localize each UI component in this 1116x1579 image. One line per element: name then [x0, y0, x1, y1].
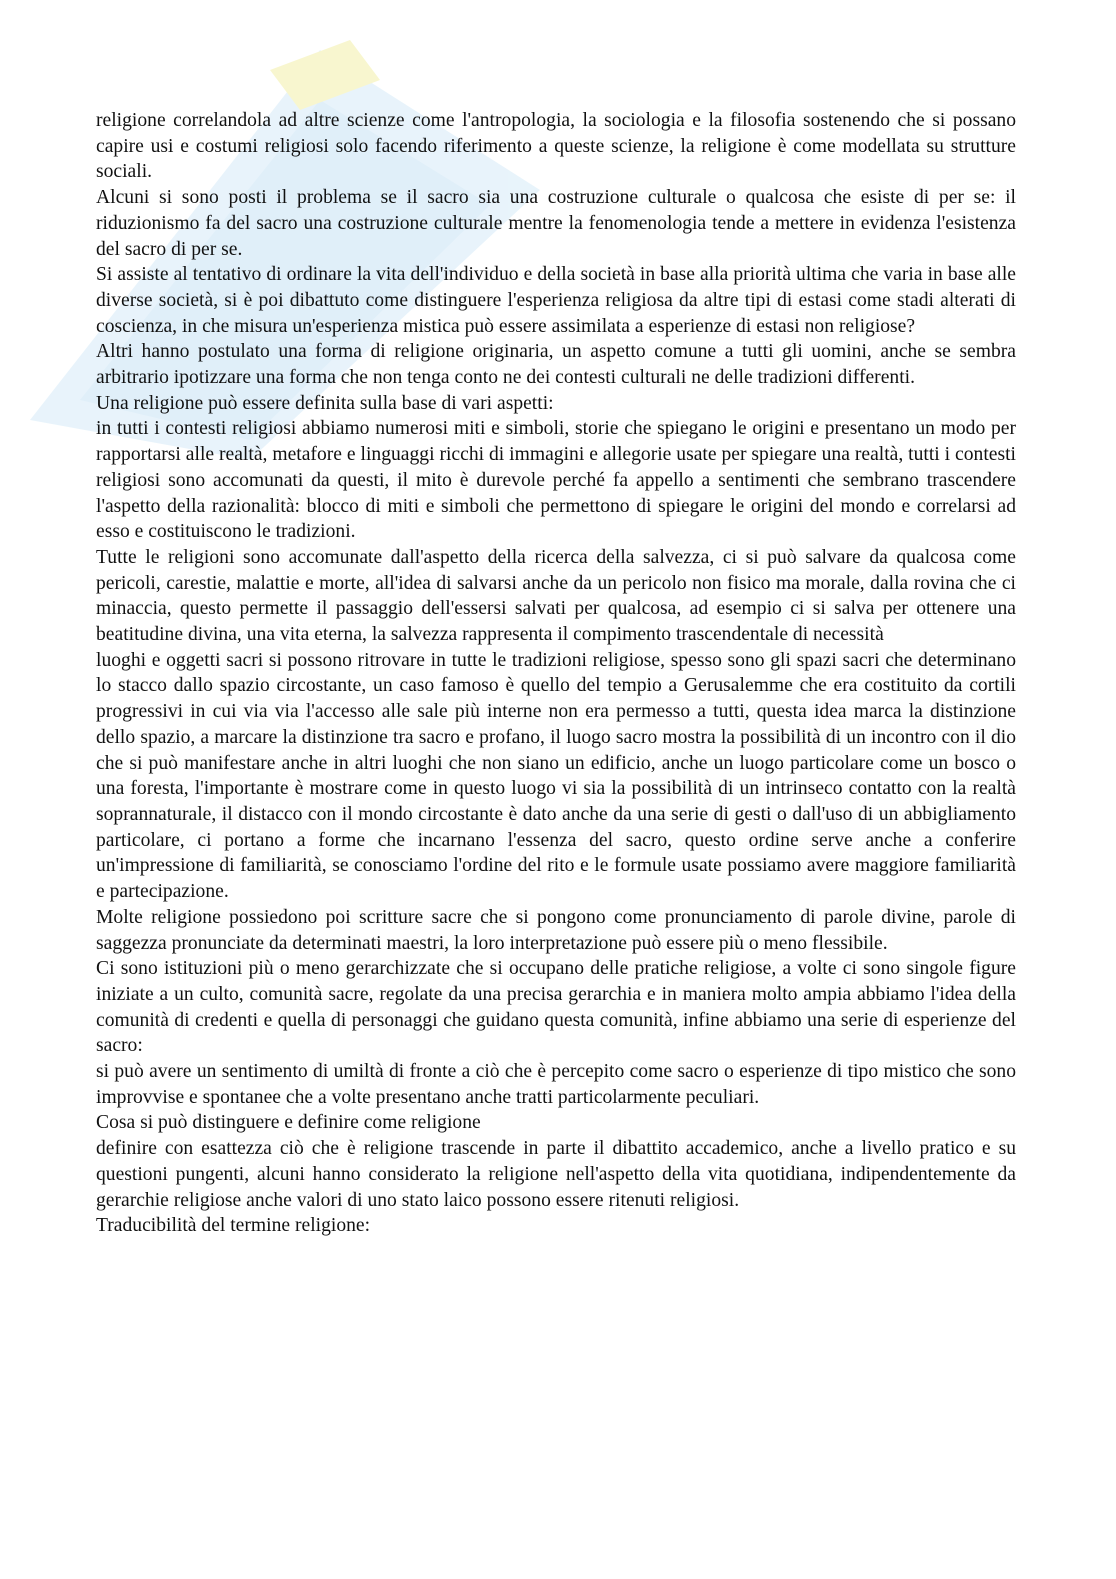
- paragraph: Molte religione possiedono poi scritture sacre che si pongono come pronunciamento di parole divine, parole di saggezza pronunciate da determinati maestri, la loro interpretazione può essere più o meno flessibile.: [96, 906, 1016, 954]
- paragraph: Una religione può essere definita sulla base di vari aspetti:: [96, 392, 554, 414]
- paragraph: si può avere un sentimento di umiltà di fronte a ciò che è percepito come sacro o esperienze di tipo mistico che sono improvvise e spontanee che a volte presentano anche tratti particolarmente peculiari.: [96, 1061, 1016, 1108]
- paragraph: luoghi e oggetti sacri si possono ritrovare in tutte le tradizioni religiose, spesso sono gli spazi sacri che determinano lo stacco dallo spazio circostante, un caso famoso è quello del tempio a Gerusalemme che era costituito da cortili progressivi in cui via via l'accesso alle sale più interne non era permesso a tutti, questa idea marca la distinzione dello spazio, a marcare la distinzione tra sacro e profano, il luogo sacro mostra la possibilità di un incontro con il dio che si può manifestare anche in altri luoghi che non siano un edificio, anche un luogo particolare come un bosco o una foresta, l'importante è mostrare come in questo luogo vi sia la possibilità di un intrinseco contatto con la realtà soprannaturale, il distacco con il mondo circostante è dato anche da una serie di gesti o dall'uso di un abbigliamento particolare, ci portano a forme che incarnano l'essenza del sacro, questo ordine serve anche a conferire un'impressione di familiarità, se conosciamo l'ordine del rito e le formule usate possiamo avere maggiore familiarità e partecipazione.: [96, 649, 1016, 903]
- paragraph: religione correlandola ad altre scienze come l'antropologia, la sociologia e la filosofia sostenendo che si possano capire usi e costumi religiosi solo facendo riferimento a queste scienze, la religione è come modellata su strutture sociali.: [96, 110, 1016, 183]
- paragraph: Altri hanno postulato una forma di religione originaria, un aspetto comune a tutti gli uomini, anche se sembra arbitrario ipotizzare una forma che non tenga conto ne dei contesti culturali ne delle tradizioni differenti.: [96, 341, 1016, 389]
- paragraph: Ci sono istituzioni più o meno gerarchizzate che si occupano delle pratiche religiose, a volte ci sono singole figure iniziate a un culto, comunità sacre, regolate da una precisa gerarchia e in maniera molto ampia abbiamo l'idea della comunità di credenti e quella di personaggi che guidano questa comunità, infine abbiamo una serie di esperienze del sacro:: [96, 958, 1016, 1057]
- document-body: [96, 108, 1016, 1239]
- paragraph: Alcuni si sono posti il problema se il sacro sia una costruzione culturale o qualcosa che esiste di per se: il riduzionismo fa del sacro una costruzione culturale mentre la fenomenologia tende a mettere in evidenza l'esistenza del sacro di per se.: [96, 187, 1016, 260]
- section-heading: Cosa si può distinguere e definire come religione: [96, 1112, 481, 1134]
- section-heading: Traducibilità del termine religione:: [96, 1215, 371, 1237]
- paragraph: definire con esattezza ciò che è religione trascende in parte il dibattito accademico, anche a livello pratico e su questioni pungenti, alcuni hanno considerato la religione nell'aspetto della vita quotidiana, indipendentemente da gerarchie religiose anche valori di uno stato laico possono essere ritenuti religiosi.: [96, 1138, 1016, 1211]
- paragraph: Tutte le religioni sono accomunate dall'aspetto della ricerca della salvezza, ci si può salvare da qualcosa come pericoli, carestie, malattie e morte, all'idea di salvarsi anche da un pericolo non fisico ma morale, dalla rovina che ci minaccia, questo permette il passaggio dell'essersi salvati per qualcosa, ad esempio ci si salva per ottenere una beatitudine divina, una vita eterna, la salvezza rappresenta il compimento trascendentale di necessità: [96, 546, 1016, 646]
- paragraph: in tutti i contesti religiosi abbiamo numerosi miti e simboli, storie che spiegano le origini e presentano un modo per rapportarsi alle realtà, metafore e linguaggi ricchi di immagini e allegorie usate per spiegare una realtà, tutti i contesti religiosi sono accomunati da questi, il mito è durevole perché fa appello a sentimenti che sembrano trascendere l'aspetto della razionalità: blocco di miti e simboli che permettono di spiegare le origini del mondo e correlarsi ad esso e costituiscono le tradizioni.: [96, 418, 1016, 543]
- paragraph: Si assiste al tentativo di ordinare la vita dell'individuo e della società in base alla priorità ultima che varia in base alle diverse società, si è poi dibattuto come distinguere l'esperienza religiosa da altre tipi di estasi come stadi alterati di coscienza, in che misura un'esperienza mistica può essere assimilata a esperienze di estasi non religiose?: [96, 264, 1016, 337]
